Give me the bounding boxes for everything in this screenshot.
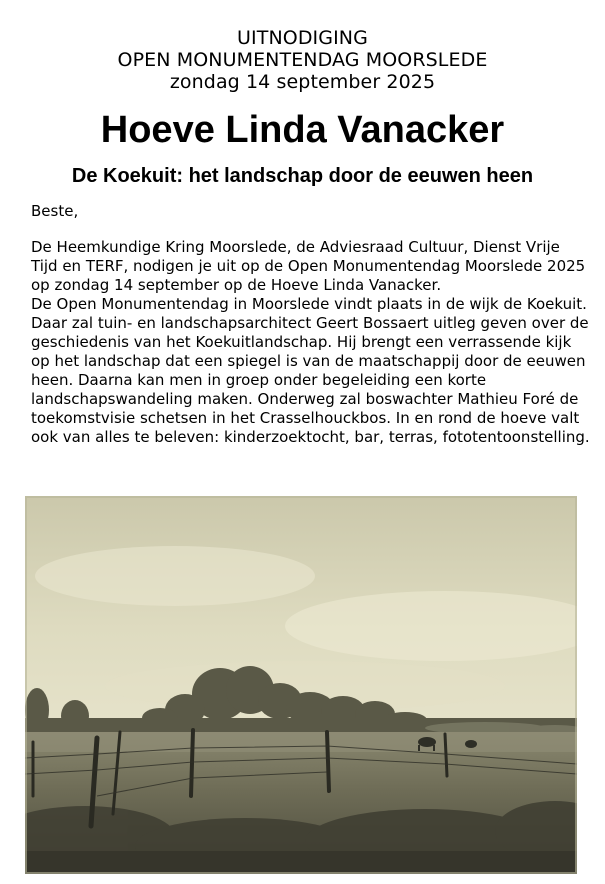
event-date: zondag 14 september 2025 <box>169 71 436 93</box>
greeting: Beste, <box>31 202 79 220</box>
paragraph-program: De Open Monumentendag in Moorslede vindt plaats in de wijk de Koekuit. Daar zal tuin- en landschapsarchitect Geert Bossaert uitleg geven over de geschiedenis van het Koekuitlandschap. Hij brengt een verrassende kijk op het landschap dat een spiegel is van de maatschappij door de eeuwen heen. Daarna kan men in groep onder begeleiding een korte landschapswandeling maken. Onderweg zal boswachter Mathieu Foré de toekomstvisie schetsen in het Crasselhouckbos. In en rond de hoeve valt ook van alles te beleven: kinderzoektocht, bar, terras, fototentoonstelling. <box>31 295 590 446</box>
invitation-label: UITNODIGING <box>237 27 368 49</box>
paragraph-invitation: De Heemkundige Kring Moorslede, de Adviesraad Cultuur, Dienst Vrije Tijd en TERF, nodigen je uit op de Open Monumentendag Moorslede 2025 op zondag 14 september op de Hoeve Linda Vanacker. <box>31 238 586 294</box>
invitation-header <box>0 27 605 93</box>
event-name: OPEN MONUMENTENDAG MOORSLEDE <box>117 49 488 71</box>
landscape-photo <box>25 496 577 874</box>
page-title: Hoeve Linda Vanacker <box>100 109 505 151</box>
page-subtitle: De Koekuit: het landschap door de eeuwen heen <box>71 165 534 187</box>
body-text <box>31 238 591 447</box>
